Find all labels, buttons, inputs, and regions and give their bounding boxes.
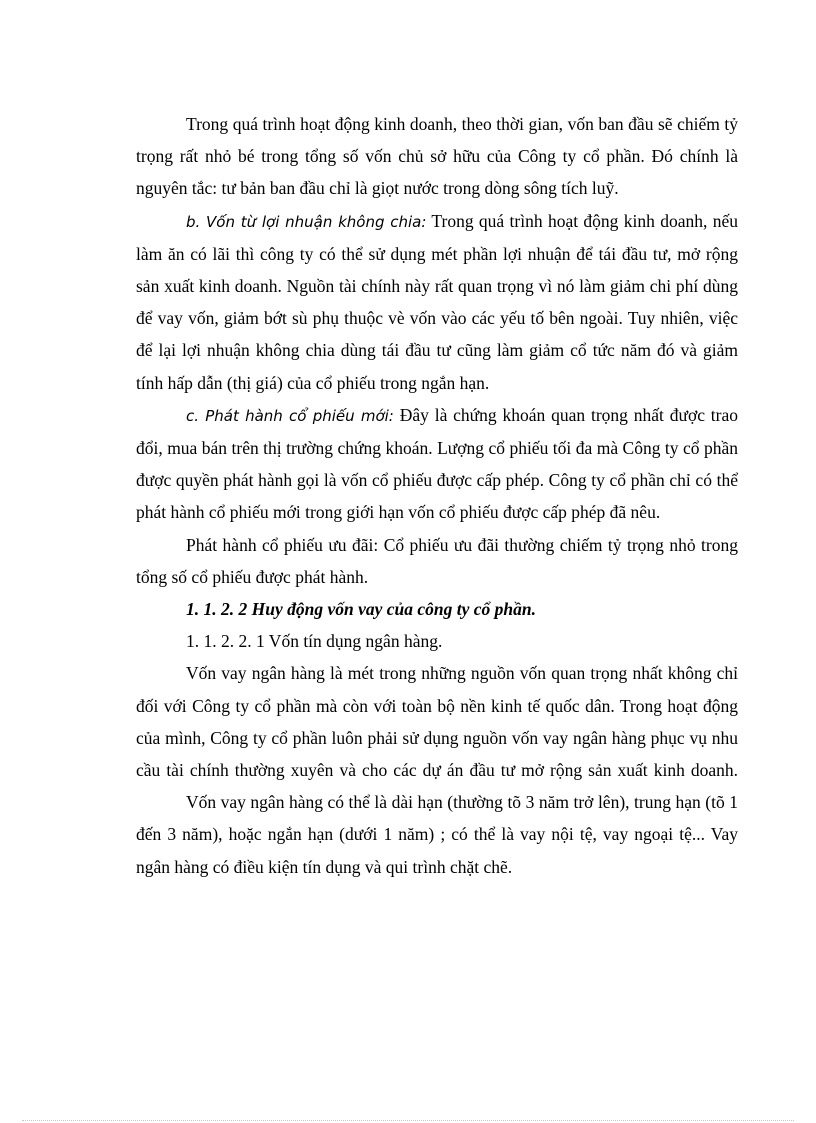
paragraph-preferred-shares: Phát hành cổ phiếu ưu đãi: Cổ phiếu ưu đãi thường chiếm tỷ trọng nhỏ trong tổng số cổ phiếu được phát hành. — [136, 534, 738, 587]
document-page — [136, 108, 738, 883]
page-bottom-divider — [22, 1120, 794, 1121]
retained-earnings-lead: b. Vốn từ lợi nhuận không chia: — [186, 212, 427, 231]
paragraph-loan-terms: Vốn vay ngân hàng có thể là dài hạn (thường tõ 3 năm trở lên), trung hạn (tõ 1 đến 3 năm), hoặc ngắn hạn (dưới 1 năm) ; có thể là vay nội tệ, vay ngoại tệ... Vay ngân hàng có điều kiện tín dụng và qui trình chặt chẽ. — [136, 792, 738, 877]
new-shares-body: Đây là chứng khoán quan trọng nhất được trao đổi, mua bán trên thị trường chứng khoán. Lượng cổ phiếu tối đa mà Công ty cổ phần được quyền phát hành gọi là vốn cổ phiếu được cấp phép. Công ty cổ phần chỉ có thể phát hành cổ phiếu mới trong giới hạn vốn cổ phiếu được cấp phép đã nêu. — [136, 404, 739, 523]
paragraph-retained-earnings — [136, 205, 738, 399]
paragraph-bank-loans: Vốn vay ngân hàng là mét trong những nguồn vốn quan trọng nhất không chỉ đối với Công ty cổ phần mà còn với toàn bộ nền kinh tế quốc dân. Trong hoạt động của mình, Công ty cổ phần luôn phải sử dụng nguồn vốn vay ngân hàng phục vụ nhu cầu tài chính thường xuyên và cho các dự án đầu tư mở rộng sản xuất kinh doanh. — [136, 663, 738, 781]
paragraph-initial-capital: Trong quá trình hoạt động kinh doanh, theo thời gian, vốn ban đầu sẽ chiếm tỷ trọng rất nhỏ bé trong tổng số vốn chủ sở hữu của Công ty cổ phần. Đó chính là nguyên tắc: tư bản ban đầu chỉ là giọt nước trong dòng sông tích luỹ. — [136, 114, 738, 199]
retained-earnings-body: Trong quá trình hoạt động kinh doanh, nếu làm ăn có lãi thì công ty có thể sử dụng mét phần lợi nhuận để tái đầu tư, mở rộng sản xuất kinh doanh. Nguồn tài chính này rất quan trọng vì nó làm giảm chi phí dùng để vay vốn, giảm bớt sù phụ thuộc vè vốn vào các yếu tố bên ngoài. Tuy nhiên, việc để lại lợi nhuận không chia dùng tái đầu tư cũng làm giảm cổ tức năm đó và giảm tính hấp dẫn (thị giá) của cổ phiếu trong ngắn hạn. — [136, 210, 739, 393]
subsection-heading: 1. 1. 2. 2. 1 Vốn tín dụng ngân hàng. — [186, 631, 443, 652]
new-shares-lead: c. Phát hành cổ phiếu mới: — [186, 406, 394, 425]
section-heading: 1. 1. 2. 2 Huy động vốn vay của công ty cổ phần. — [186, 599, 536, 620]
paragraph-new-shares — [136, 399, 738, 529]
